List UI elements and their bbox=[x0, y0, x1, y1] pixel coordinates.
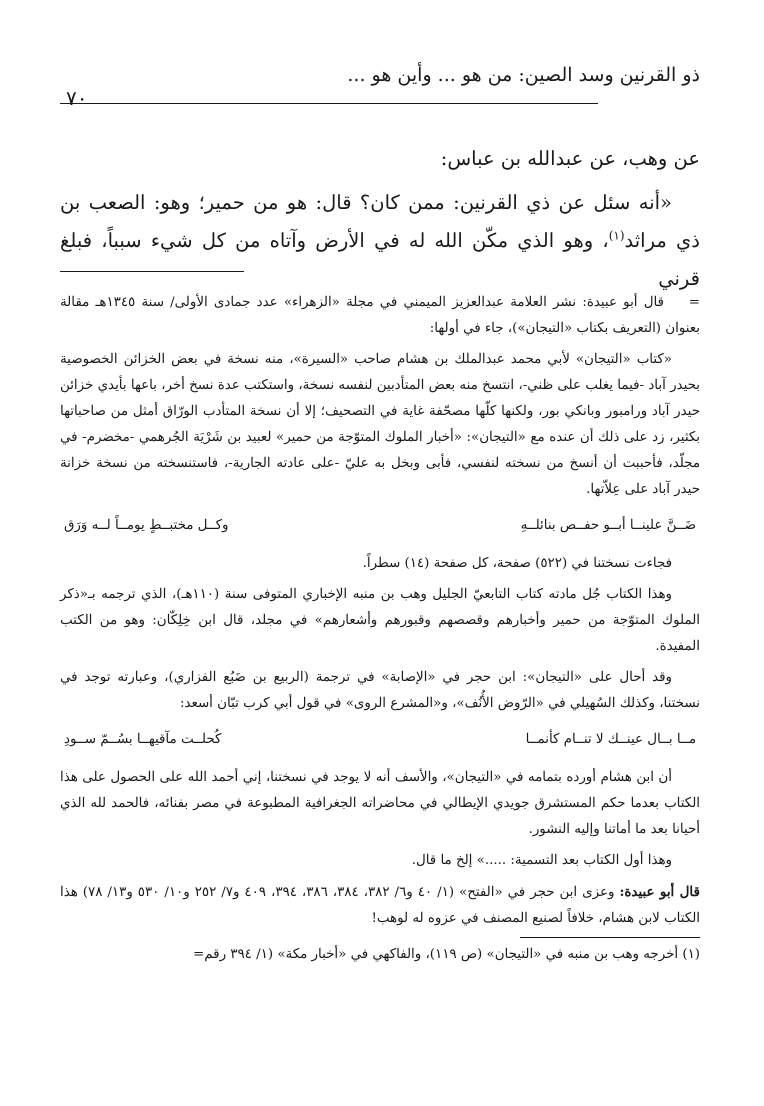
note-8-text: وعزى ابن حجر في «الفتح» (١/ ٤٠ و٦/ ٣٨٢، ٣٨٤، ٣٨٦، ٣٩٤، ٤٠٩ و٧/ ٢٥٢ و١٠/ ٥٣٠ و١٣/ ٧٨) هذا الكتاب لابن هشام، خلافاً لصنيع المصنف في عزوه له لوهب! bbox=[60, 885, 700, 926]
note-paragraph-2: «كتاب «التيجان» لأبي محمد عبدالملك بن هشام صاحب «السيرة»، منه نسخة في بعض الخزائن الخصوصية بحيدر آباد -فيما يغلب على ظني-، انتسخ منه بعض المتأدبين لنفسه نسخة، واستكتب عدة نسخ أخر، باعها بأيدي خزائن حيدر آباد ورامبور وبانكي بور، ولكنها كلّها مصحّفة غاية في التصحيف؛ إلا أن نسخة المتأدب الورّاق أمثل من صاحباتها بكثير، زد على ذلك أن عنده مع «التيجان»: «أخبار الملوك المتوّجة من حمير» لعبيد بن شَرْيَة الجُرهمي -مخضرم- في مجلّد، فأحببت أن أنسخ من نسخته لنفسي، فأبى وبخل به عليّ -على عادته الجارية-، فاستنسخته من نسخة خزانة حيدر آباد على عِلاّتها. bbox=[60, 352, 700, 497]
main-text bbox=[60, 140, 700, 298]
footnote-1: (١) أخرجه وهب بن منبه في «التيجان» (ص ١١٩)، والفاكهي في «أخبار مكة» (١/ ٣٩٤ رقم= bbox=[193, 947, 700, 962]
page-number: ٧٠ bbox=[66, 86, 88, 110]
note-paragraph-3: فجاءت نسختنا في (٥٢٢) صفحة، كل صفحة (١٤) سطراً. bbox=[362, 556, 672, 571]
continuation-marker: = bbox=[688, 295, 700, 310]
note-paragraph-7: وهذا أول الكتاب بعد التسمية: .....» إلخ ما قال. bbox=[411, 853, 672, 868]
quote-paragraph bbox=[60, 184, 700, 298]
note-paragraph-5: وقد أحال على «التيجان»: ابن حجر في «الإصابة» في ترجمة (الربيع بن ضَبُع الفزاري)، وعبارته توجد في نسختنا، وكذلك السُهيلي في «الرّوض الأُنُف»، و«المشرع الروى» في قول أبي كرب تبّان أسعد: bbox=[60, 670, 700, 711]
page-header bbox=[60, 64, 700, 110]
verse-line-2 bbox=[60, 727, 700, 753]
note-paragraph-8 bbox=[60, 879, 700, 932]
quote-text-continued: ، وهو الذي مكّن الله له في الأرض وآتاه من كل شيء سبباً، فبلغ قرني bbox=[60, 229, 700, 290]
note-paragraph-4: وهذا الكتاب جُل مادته كتاب التابعيّ الجليل وهب بن منبه الإخباري المتوفى سنة (١١٠هـ)، الذي ترجمه بـ«ذكر الملوك المتوّجة من حمير وأخبارهم وقصصهم وقبورهم وأشعارهم» في مجلد، قال ابن خِلِكّان: وهو من الكتب المفيدة. bbox=[60, 587, 700, 654]
note-text-1: قال أبو عبيدة: نشر العلامة عبدالعزيز الميمني في مجلة «الزهراء» عدد جمادى الأولى/ سنة ١٣٤٥هـ مقالة بعنوان (التعريف بكتاب «التيجان»)، جاء في أولها: bbox=[60, 295, 700, 336]
note-paragraph-1 bbox=[60, 290, 700, 342]
footnote-separator bbox=[60, 271, 244, 272]
note-paragraph-6: أن ابن هشام أورده بتمامه في «التيجان»، والأسف أنه لا يوجد في نسختنا، إني أحمد الله على الحصول على هذا الكتاب بعدما حكم المستشرق جويدي الإيطالي في محاضراته الجغرافية المطبوعة في مصر بفنائه، فالحمد لله الذي أحيانا بعد ما أماتنا وإليه النشور. bbox=[60, 770, 700, 837]
quote-text: «أنه سئل عن ذي القرنين: ممن كان؟ قال: هو من حمير؛ وهو: الصعب بن ذي مراثد bbox=[60, 191, 700, 252]
verse-2-second-hemistich: كُحلــت مآقيهــا بسُــمّ ســودِ bbox=[64, 732, 222, 747]
isnad-line: عن وهب، عن عبدالله بن عباس: bbox=[440, 147, 700, 170]
header-rule bbox=[60, 103, 598, 104]
verse-1-first-hemistich: ضَــنَّ علينــا أبــو حفــص بنائلــهِ bbox=[520, 518, 696, 533]
verse-1-second-hemistich: وكــل مختبــطٍ يومــاً لــه وَرَق bbox=[64, 518, 229, 533]
verse-2-first-hemistich: مــا بــال عينــك لا تنــام كأنمــا bbox=[525, 732, 696, 747]
footnote-rule bbox=[520, 937, 700, 938]
footnote-reference: (١) bbox=[608, 228, 625, 243]
running-title: ذو القرنين وسد الصين: من هو ... وأين هو ... bbox=[347, 64, 700, 86]
note-8-lead: قال أبو عبيدة: bbox=[619, 884, 700, 900]
footnotes bbox=[60, 290, 700, 973]
verse-line-1 bbox=[60, 513, 700, 539]
